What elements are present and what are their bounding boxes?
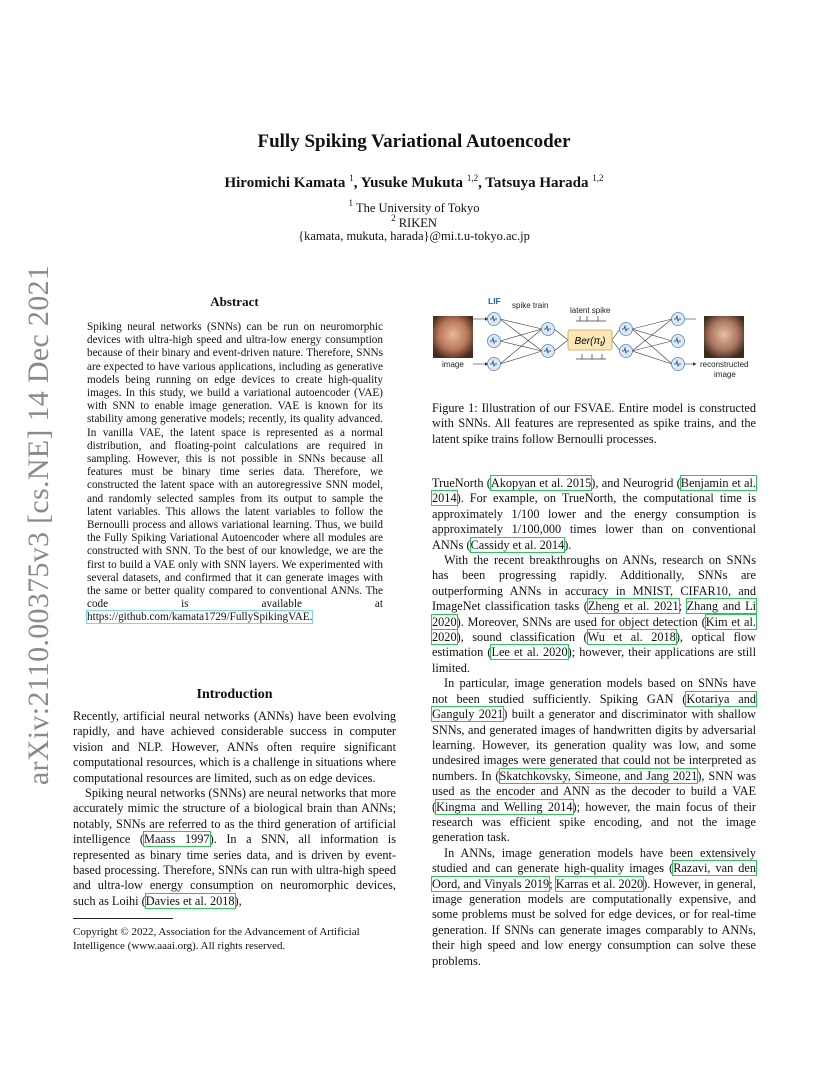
author-name: Tatsuya Harada: [485, 175, 589, 191]
copyright-notice: Copyright © 2022, Association for the Advancement of Artificial Intelligence (www.aaai.org). All rights reserved.: [73, 926, 360, 952]
figure-caption: Figure 1: Illustration of our FSVAE. Entire model is constructed with SNNs. All features are represented as spike trains, and the latent spike trains follow Bernoulli processes.: [432, 401, 756, 446]
reconstructed-label-line1: reconstructed: [700, 360, 749, 369]
neuron-node: [488, 335, 501, 348]
reconstructed-label-line2: image: [714, 370, 736, 379]
citation-link[interactable]: Skatchkovsky, Simeone, and Jang 2021: [499, 768, 698, 783]
latent-spike-label: latent spike: [570, 306, 611, 315]
citation-link[interactable]: Razavi, van den Oord, and Vinyals 2019: [432, 861, 757, 891]
figure-1: [432, 294, 756, 389]
fsvae-diagram: [432, 294, 756, 389]
author-affiliation: 1,2: [466, 173, 479, 183]
spike-train-label: spike train: [512, 301, 549, 310]
author-affiliation: 1,2: [592, 173, 604, 183]
introduction-right-column: [432, 476, 756, 969]
paragraph: In ANNs, image generation models have been extensively studied and can generate high-quality images (Razavi, van den Oord, and Vinyals 2019; Karras et al. 2020). However, in general, image generation models are computationally expensive, and some problems must be solved for edge devices, or for real-time generation. If SNNs can generate images comparably to ANNs, their high speed and low energy consumption can solve these problems.: [432, 845, 757, 968]
author-affiliation: 1: [349, 173, 354, 183]
affiliation-1: $^1$ The University of Tokyo: [348, 198, 480, 215]
arxiv-id: arXiv:2110.00375v3 [cs.NE] 14 Dec 2021: [22, 264, 55, 786]
citation-link[interactable]: Benjamin et al. 2014: [432, 476, 756, 506]
citation-link[interactable]: Maass 1997: [144, 832, 210, 847]
abstract-text: Spiking neural networks (SNNs) can be run on neuromorphic devices with ultra-high speed and ultra-low energy consumption because of their binary and event-driven nature. Therefore, SNNs are expected to have various applications, including as generative models being running on edge devices to create high-quality images. In this study, we build a variational autoencoder (VAE) with SNN to enable image generation. VAE is known for its stability among generative models; recently, its quality advanced. In vanilla VAE, the latent space is represented as a normal distribution, and floating-point calculations are required in sampling. However, this is not possible in SNNs because all features must be binary time series data. Therefore, we constructed the latent space with an autoregressive SNN model, and randomly selected samples from its output to sample the latent variables. This allows the latent variables to follow the Bernoulli process and allows variational learning. Thus, we build the Fully Spiking Variational Autoencoder where all modules are constructed with SNN. To the best of our knowledge, we are the first to build a VAE only with SNN layers. We experimented with several datasets, and confirmed that it can generate images with the same or better quality compared to conventional ANNs. The code is available at: [87, 321, 383, 611]
neuron-node: [672, 335, 685, 348]
bernoulli-label: $Ber(\pi_t)$: [574, 336, 606, 348]
citation-link[interactable]: Kingma and Welling 2014: [436, 799, 573, 814]
reconstructed-face-image: [704, 316, 744, 358]
citation-link[interactable]: Cassidy et al. 2014: [470, 537, 565, 552]
paragraph: In particular, image generation models based on SNNs have not been studied sufficiently. Spiking GAN (Kotariya and Ganguly 2021) built a generator and discriminator with shallow SNNs, and generated images of handwritten digits by adversarial learning. However, its generation quality was low, and some undesired images were generated that could not be interpreted as numbers. In (Skatchkovsky, Simeone, and Jang 2021), SNN was used as the encoder and ANN as the decoder to build a VAE (Kingma and Welling 2014); however, the main focus of their research was efficient spike encoding, and not the image generation task.: [432, 676, 756, 845]
citation-link[interactable]: Kim et al. 2020: [432, 614, 756, 645]
neuron-node: [672, 358, 685, 371]
introduction-heading: Introduction: [196, 687, 273, 702]
image-label: image: [442, 360, 464, 369]
citation-link[interactable]: Akopyan et al. 2015: [490, 476, 592, 490]
neuron-node: [620, 345, 633, 358]
paragraph: Spiking neural networks (SNNs) are neural networks that more accurately mimic the structure of a biological brain than ANNs; notably, SNNs are referred to as the third generation of artificial intelligence (Maass 1997). In a SNN, all information is represented as binary time series data, and is driven by event-based processing. Therefore, SNNs can run with ultra-high speed and ultra-low energy consumption on neuromorphic devices, such as Loihi (Davies et al. 2018),: [73, 786, 397, 908]
paper-title: Fully Spiking Variational Autoencoder: [257, 131, 571, 152]
author-name: Yusuke Mukuta: [360, 175, 464, 191]
neuron-node: [488, 358, 501, 371]
paragraph: Recently, artificial neural networks (ANNs) have been evolving rapidly, and have achieved considerable success in computer vision and NLP. However, ANNs often require significant computational resources, which is a challenge in situations where computational resources are limited, such as on edge devices.: [73, 709, 396, 785]
author-list: Hiromichi Kamata $^1$, Yusuke Mukuta $^{1,2}$, Tatsuya Harada $^{1,2}$: [224, 173, 604, 191]
abstract-heading: Abstract: [210, 294, 259, 309]
citation-link[interactable]: Wu et al. 2018: [587, 630, 676, 645]
paragraph: With the recent breakthroughs on ANNs, research on SNNs has been progressing rapidly. Additionally, SNNs are outperforming ANNs in accuracy in MNIST, CIFAR10, and ImageNet classification tasks (Zheng et al. 2021; Zhang and Li 2020). Moreover, SNNs are used for object detection (Kim et al. 2020), sound classification (Wu et al. 2018), optical flow estimation (Lee et al. 2020); however, their applications are still limited.: [432, 553, 756, 675]
code-link[interactable]: https://github.com/kamata1729/FullySpikingVAE.: [87, 611, 313, 624]
neuron-node: [542, 323, 555, 336]
neuron-node: [542, 345, 555, 358]
footnote-divider: [73, 918, 173, 919]
author-email: {kamata, mukuta, harada}@mi.t.u-tokyo.ac.jp: [298, 229, 530, 243]
affiliation-2: $^2$ RIKEN: [391, 213, 437, 230]
neuron-node: [672, 313, 685, 326]
input-face-image: [433, 316, 473, 358]
author-name: Hiromichi Kamata: [224, 175, 346, 191]
lif-label: LIF: [488, 296, 501, 306]
neuron-node: [488, 313, 501, 326]
citation-link[interactable]: Zheng et al. 2021: [587, 599, 679, 614]
citation-link[interactable]: Karras et al. 2020: [555, 876, 644, 891]
paragraph: TrueNorth (Akopyan et al. 2015), and Neurogrid (Benjamin et al. 2014). For example, on TrueNorth, the computational time is approximately 1/100 lower and the energy consumption is approximately 1/100,000 times lower than on conventional ANNs (Cassidy et al. 2014).: [432, 476, 756, 552]
introduction-left-column: [73, 709, 396, 909]
citation-link[interactable]: Davies et al. 2018: [145, 893, 235, 908]
citation-link[interactable]: Lee et al. 2020: [491, 645, 568, 660]
neuron-node: [620, 323, 633, 336]
citation-link[interactable]: Zhang and Li 2020: [432, 599, 756, 629]
citation-link[interactable]: Kotariya and Ganguly 2021: [432, 691, 756, 722]
abstract-body: [87, 321, 383, 625]
arxiv-stamp: [19, 264, 59, 786]
